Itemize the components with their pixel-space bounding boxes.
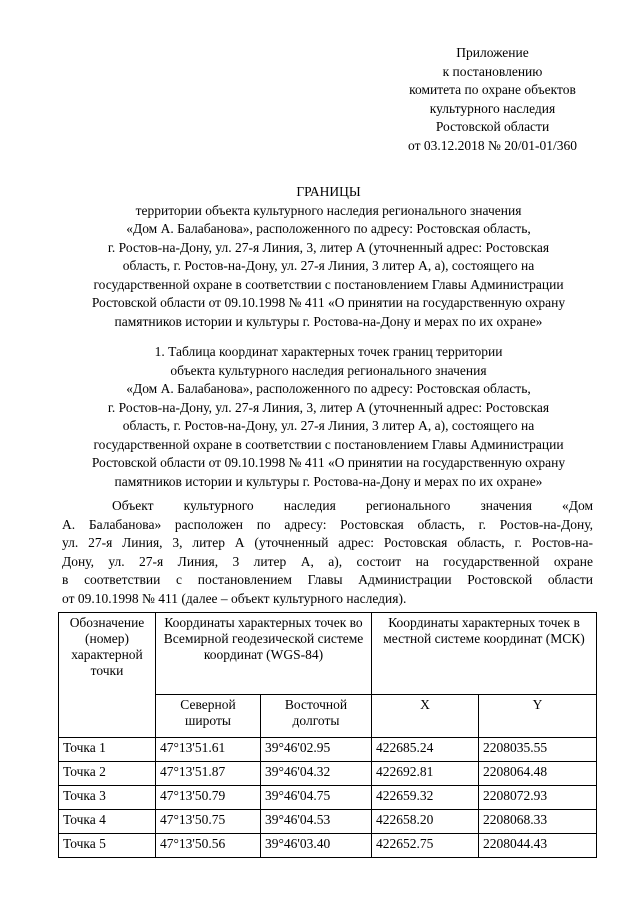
header-north: Северной широты xyxy=(156,694,261,737)
title-line: территории объекта культурного наследия регионального значения xyxy=(135,202,522,218)
cell-lon: 39°46'04.53 xyxy=(261,810,372,834)
cell-y: 2208072.93 xyxy=(479,786,597,810)
cell-lon: 39°46'04.75 xyxy=(261,786,372,810)
table-title-line: 1. Таблица координат характерных точек границ территории xyxy=(154,344,503,359)
title-line: г. Ростов-на-Дону, ул. 27-я Линия, 3, литер А (уточненный адрес: Ростовская xyxy=(107,239,550,255)
cell-lat: 47°13'51.87 xyxy=(156,762,261,786)
paragraph-line: А. Балабанова» расположен по адресу: Ростовская область, г. Ростов-на-Дону, xyxy=(62,516,593,532)
cell-point: Точка 5 xyxy=(59,834,156,858)
table-row xyxy=(59,810,597,834)
table-row xyxy=(59,762,597,786)
appendix-line: Приложение xyxy=(456,45,529,60)
table-title-line: «Дом А. Балабанова», расположенного по адресу: Ростовская область, xyxy=(126,381,531,396)
header-x: X xyxy=(372,694,479,737)
table-title-line: г. Ростов-на-Дону, ул. 27-я Линия, 3, литер А (уточненный адрес: Ростовская xyxy=(107,399,550,415)
table-title-line: памятников истории и культуры г. Ростова-на-Дону и мерах по их охране» xyxy=(114,473,543,489)
cell-x: 422659.32 xyxy=(372,786,479,810)
appendix-line: культурного наследия xyxy=(429,100,556,116)
header-east: Восточной долготы xyxy=(261,694,372,737)
appendix-line: комитета по охране объектов xyxy=(409,82,576,98)
paragraph-line: от 09.10.1998 № 411 (далее – объект культурного наследия). xyxy=(62,590,407,606)
cell-point: Точка 1 xyxy=(59,738,156,762)
title-line: государственной охране в соответствии с постановлением Главы Администрации xyxy=(93,276,564,292)
appendix-block xyxy=(395,44,590,156)
table-title-line: Ростовской области от 09.10.1998 № 411 «О принятии на государственную охрану xyxy=(91,455,566,470)
cell-lon: 39°46'04.32 xyxy=(261,762,372,786)
document-title xyxy=(40,183,617,331)
cell-y: 2208064.48 xyxy=(479,762,597,786)
table-title-line: государственной охране в соответствии с постановлением Главы Администрации xyxy=(93,436,564,452)
coordinates-table xyxy=(58,612,597,858)
cell-lon: 39°46'02.95 xyxy=(261,738,372,762)
cell-lon: 39°46'03.40 xyxy=(261,834,372,858)
cell-x: 422685.24 xyxy=(372,738,479,762)
cell-point: Точка 2 xyxy=(59,762,156,786)
cell-y: 2208035.55 xyxy=(479,738,597,762)
cell-y: 2208044.43 xyxy=(479,834,597,858)
header-y: Y xyxy=(479,694,597,737)
cell-x: 422652.75 xyxy=(372,834,479,858)
cell-point: Точка 4 xyxy=(59,810,156,834)
table-title-line: объекта культурного наследия регионального значения xyxy=(170,362,487,378)
table-row xyxy=(59,738,597,762)
title-line: Ростовской области от 09.10.1998 № 411 «О принятии на государственную охрану xyxy=(91,295,566,310)
header-point: Обозначение (номер) характерной точки xyxy=(59,613,156,738)
paragraph-line: в соответствии с постановлением Главы Администрации Ростовской области xyxy=(62,572,593,588)
cell-x: 422692.81 xyxy=(372,762,479,786)
table-row xyxy=(59,834,597,858)
cell-lat: 47°13'50.79 xyxy=(156,786,261,810)
paragraph-line: Объект культурного наследия регионального значения «Дом xyxy=(112,498,593,513)
cell-lat: 47°13'50.75 xyxy=(156,810,261,834)
cell-x: 422658.20 xyxy=(372,810,479,834)
paragraph-line: Дону, ул. 27-я Линия, 3 литер А, а), состоит на государственной охране xyxy=(62,553,593,569)
header-msk: Координаты характерных точек в местной системе координат (МСК) xyxy=(372,613,597,695)
table-title-line: область, г. Ростов-на-Дону, ул. 27-я Линия, 3 литер А, а), состоящего на xyxy=(122,418,535,433)
table-row xyxy=(59,786,597,810)
cell-lat: 47°13'51.61 xyxy=(156,738,261,762)
cell-y: 2208068.33 xyxy=(479,810,597,834)
appendix-line: от 03.12.2018 № 20/01-01/360 xyxy=(408,137,577,153)
cell-point: Точка 3 xyxy=(59,786,156,810)
appendix-line: Ростовской области xyxy=(435,119,550,135)
table-title xyxy=(40,343,617,491)
table-header-row xyxy=(59,613,597,695)
title-line: памятников истории и культуры г. Ростова-на-Дону и мерах по их охране» xyxy=(114,313,543,329)
description-paragraph xyxy=(62,497,593,609)
title-line: «Дом А. Балабанова», расположенного по адресу: Ростовская область, xyxy=(126,221,531,236)
appendix-line: к постановлению xyxy=(442,63,543,79)
cell-lat: 47°13'50.56 xyxy=(156,834,261,858)
header-wgs: Координаты характерных точек во Всемирной геодезической системе координат (WGS-84) xyxy=(156,613,372,695)
title-heading: ГРАНИЦЫ xyxy=(296,184,361,199)
paragraph-line: ул. 27-я Линия, 3, литер А (уточненный адрес: Ростовская область, г. Ростов-на- xyxy=(62,535,593,551)
title-line: область, г. Ростов-на-Дону, ул. 27-я Линия, 3 литер А, а), состоящего на xyxy=(122,258,535,273)
